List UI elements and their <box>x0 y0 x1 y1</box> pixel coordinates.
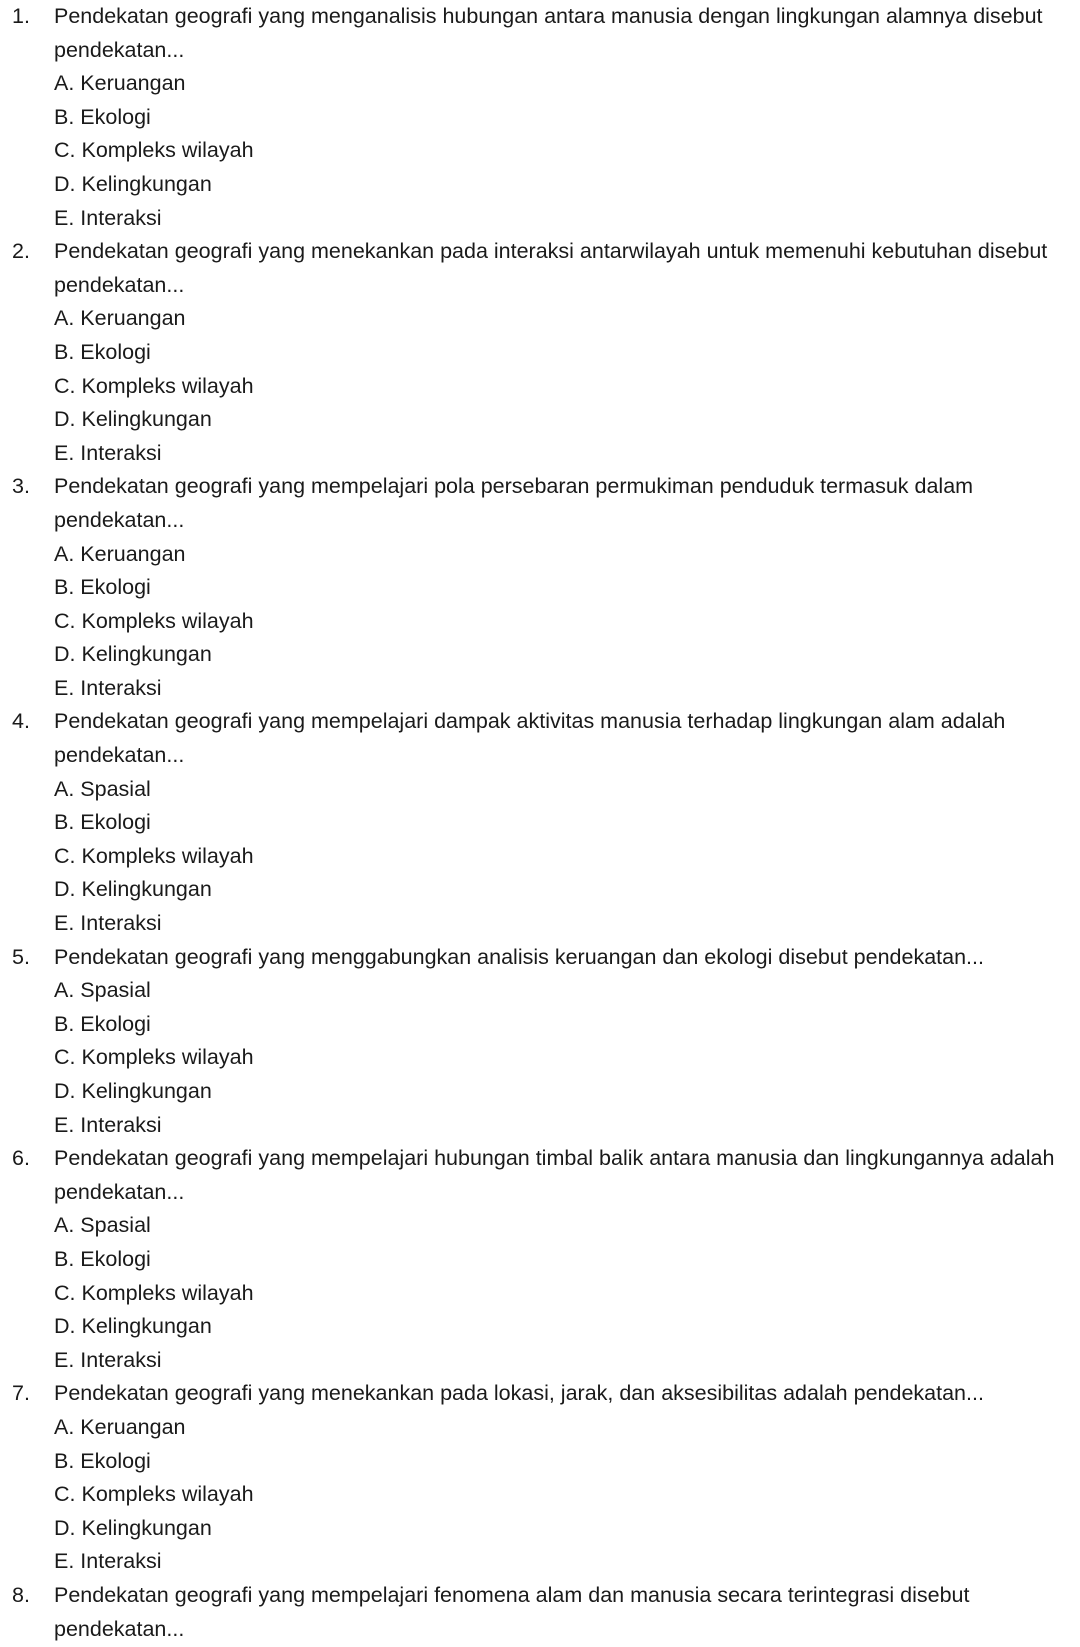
option-a: A. Keruangan <box>54 306 186 331</box>
question-4 <box>12 705 1080 940</box>
question-5 <box>12 941 1080 1143</box>
question-text: Pendekatan geografi yang menganalisis hubungan antara manusia dengan lingkungan alamnya disebut pendekatan... <box>54 4 1043 62</box>
option-e: E. Interaksi <box>54 205 162 230</box>
option-b: B. Ekologi <box>54 1011 151 1036</box>
option-b: B. Ekologi <box>54 1448 151 1473</box>
question-number: 8. <box>12 1582 30 1607</box>
option-c: C. Kompleks wilayah <box>54 1482 254 1507</box>
question-7 <box>12 1377 1080 1579</box>
option-b: B. Ekologi <box>54 810 151 835</box>
option-b: B. Ekologi <box>54 1246 151 1271</box>
question-number: 2. <box>12 239 30 264</box>
option-c: C. Kompleks wilayah <box>54 373 254 398</box>
question-3 <box>12 470 1080 705</box>
option-e: E. Interaksi <box>54 1112 162 1137</box>
question-number: 6. <box>12 1146 30 1171</box>
option-e: E. Interaksi <box>54 1549 162 1574</box>
option-a: A. Keruangan <box>54 1414 186 1439</box>
option-b: B. Ekologi <box>54 339 151 364</box>
option-e: E. Interaksi <box>54 911 162 936</box>
option-a: A. Keruangan <box>54 71 186 96</box>
option-b: B. Ekologi <box>54 104 151 129</box>
question-text: Pendekatan geografi yang mempelajari pola persebaran permukiman penduduk termasuk dalam pendekatan... <box>54 474 974 532</box>
option-e: E. Interaksi <box>54 1347 162 1372</box>
option-a: A. Keruangan <box>54 541 186 566</box>
question-8 <box>12 1579 1080 1646</box>
option-d: D. Kelingkungan <box>54 877 212 902</box>
question-number: 5. <box>12 944 30 969</box>
question-6 <box>12 1142 1080 1377</box>
option-a: A. Spasial <box>54 776 151 801</box>
question-number: 4. <box>12 709 30 734</box>
question-text: Pendekatan geografi yang menggabungkan analisis keruangan dan ekologi disebut pendekatan... <box>54 944 984 969</box>
question-2 <box>12 235 1080 470</box>
option-b: B. Ekologi <box>54 575 151 600</box>
option-e: E. Interaksi <box>54 440 162 465</box>
option-d: D. Kelingkungan <box>54 1515 212 1540</box>
question-number: 3. <box>12 474 30 499</box>
option-d: D. Kelingkungan <box>54 171 212 196</box>
option-e: E. Interaksi <box>54 675 162 700</box>
option-c: C. Kompleks wilayah <box>54 608 254 633</box>
option-c: C. Kompleks wilayah <box>54 843 254 868</box>
question-text: Pendekatan geografi yang menekankan pada interaksi antarwilayah untuk memenuhi kebutuhan disebut pendekatan... <box>54 239 1048 297</box>
option-d: D. Kelingkungan <box>54 407 212 432</box>
option-c: C. Kompleks wilayah <box>54 1280 254 1305</box>
question-text: Pendekatan geografi yang mempelajari fenomena alam dan manusia secara terintegrasi disebut pendekatan... <box>54 1582 970 1641</box>
option-d: D. Kelingkungan <box>54 642 212 667</box>
option-c: C. Kompleks wilayah <box>54 1045 254 1070</box>
option-a: A. Spasial <box>54 978 151 1003</box>
option-a: A. Spasial <box>54 1213 151 1238</box>
option-c: C. Kompleks wilayah <box>54 138 254 163</box>
option-d: D. Kelingkungan <box>54 1314 212 1339</box>
question-text: Pendekatan geografi yang mempelajari dampak aktivitas manusia terhadap lingkungan alam adalah pendekatan... <box>54 709 1006 768</box>
question-1 <box>12 0 1080 235</box>
question-text: Pendekatan geografi yang mempelajari hubungan timbal balik antara manusia dan lingkungannya adalah pendekatan... <box>54 1146 1055 1204</box>
question-text: Pendekatan geografi yang menekankan pada lokasi, jarak, dan aksesibilitas adalah pendekatan... <box>54 1381 984 1406</box>
question-number: 7. <box>12 1381 30 1406</box>
question-number: 1. <box>12 4 30 28</box>
option-d: D. Kelingkungan <box>54 1079 212 1103</box>
